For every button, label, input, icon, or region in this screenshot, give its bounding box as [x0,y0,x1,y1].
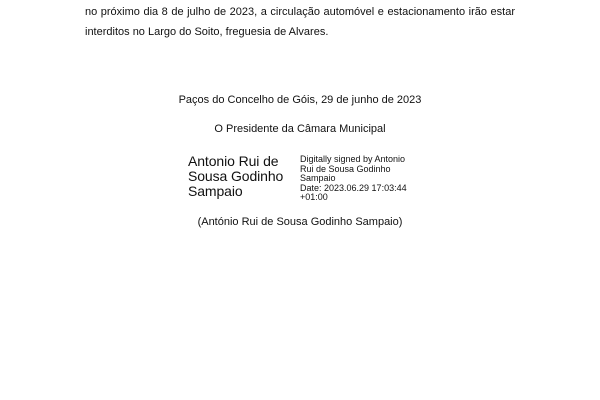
signature-detail-line: Rui de Sousa Godinho [300,163,391,174]
paragraph-line-1: no próximo dia 8 de julho de 2023, a circulação automóvel e estacionamento irão estar [85,6,515,18]
signature-detail-line: Sampaio [300,173,336,183]
signatory-role: O Presidente da Câmara Municipal [214,123,386,135]
signature-name [188,154,300,199]
signature-name-line: Sampaio [188,183,243,199]
signature-details [300,155,430,203]
signature-name-line: Sousa Godinho [188,168,284,184]
paragraph-line-2: interditos no Largo do Soito, freguesia de Alvares. [85,26,329,38]
place-and-date: Paços do Concelho de Góis, 29 de junho de 2023 [178,94,422,106]
signature-detail-line: +01:00 [300,192,328,202]
digital-signature [188,154,428,204]
signature-detail-line: Date: 2023.06.29 17:03:44 [300,182,407,193]
signature-detail-line: Digitally signed by Antonio [300,154,406,164]
signature-name-line: Antonio Rui de [188,153,279,169]
printed-signatory-name: (António Rui de Sousa Godinho Sampaio) [197,216,403,228]
body-paragraph [85,2,515,42]
